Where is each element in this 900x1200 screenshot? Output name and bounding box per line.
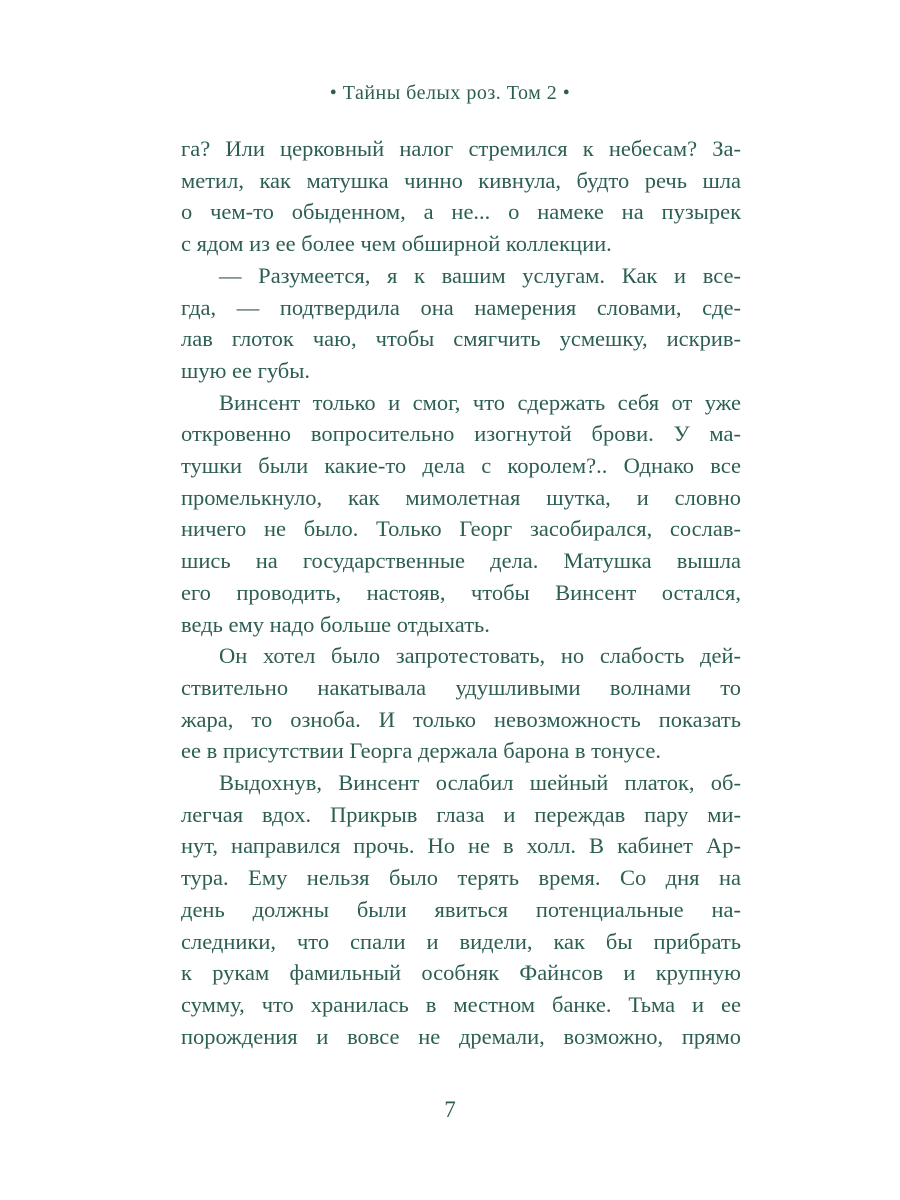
text-line: с ядом из ее более чем обширной коллекции. — [181, 231, 612, 257]
text-line: день должны были явиться потенциальные на- — [181, 896, 741, 922]
text-line: метил, как матушка чинно кивнула, будто речь шла — [181, 167, 741, 193]
text-line: ведь ему надо больше отдыхать. — [181, 611, 490, 637]
body-text — [181, 133, 741, 1052]
paragraph — [181, 387, 741, 641]
text-line: ствительно накатывала удушливыми волнами то — [181, 674, 741, 700]
text-line: — Разумеется, я к вашим услугам. Как и все- — [219, 262, 741, 288]
text-line: порождения и вовсе не дремали, возможно, прямо — [181, 1023, 741, 1049]
text-line: откровенно вопросительно изогнутой брови. У ма- — [181, 421, 741, 447]
text-line: жара, то озноба. И только невозможность показать — [181, 706, 741, 732]
text-line: о чем-то обыденном, а не... о намеке на пузырек — [181, 199, 741, 225]
text-line: шую ее губы. — [181, 357, 310, 383]
page-number: 7 — [444, 1097, 456, 1122]
text-line: лав глоток чаю, чтобы смягчить усмешку, искрив- — [181, 326, 741, 352]
text-line: его проводить, настояв, чтобы Винсент остался, — [181, 579, 741, 605]
paragraph — [181, 767, 741, 1052]
text-line: легчая вдох. Прикрыв глаза и переждав пару ми- — [181, 801, 741, 827]
running-header: • Тайны белых роз. Том 2 • — [329, 82, 571, 104]
text-line: ничего не было. Только Георг засобирался, сослав- — [181, 516, 741, 542]
text-line: ее в присутствии Георга держала барона в тонусе. — [181, 738, 662, 764]
text-line: гда, — подтвердила она намерения словами, сде- — [181, 294, 741, 320]
text-line: промелькнуло, как мимолетная шутка, и словно — [181, 484, 741, 510]
text-line: га? Или церковный налог стремился к небесам? За- — [181, 136, 741, 161]
text-line: следники, что спали и видели, как бы прибрать — [181, 928, 741, 954]
text-line: сумму, что хранилась в местном банке. Тьма и ее — [181, 991, 741, 1017]
text-line: шись на государственные дела. Матушка вышла — [181, 548, 741, 574]
text-line: к рукам фамильный особняк Файнсов и крупную — [181, 960, 741, 986]
text-line: тушки были какие-то дела с королем?.. Однако все — [181, 453, 741, 479]
paragraph — [181, 133, 741, 260]
text-line: тура. Ему нельзя было терять время. Со дня на — [181, 865, 741, 891]
text-line: Винсент только и смог, что сдержать себя от уже — [219, 389, 741, 415]
text-line: Выдохнув, Винсент ослабил шейный платок, об- — [219, 770, 741, 796]
paragraph — [181, 260, 741, 387]
text-line: нут, направился прочь. Но не в холл. В кабинет Ар- — [181, 833, 741, 859]
paragraph — [181, 640, 741, 767]
text-line: Он хотел было запротестовать, но слабость дей- — [219, 643, 741, 669]
